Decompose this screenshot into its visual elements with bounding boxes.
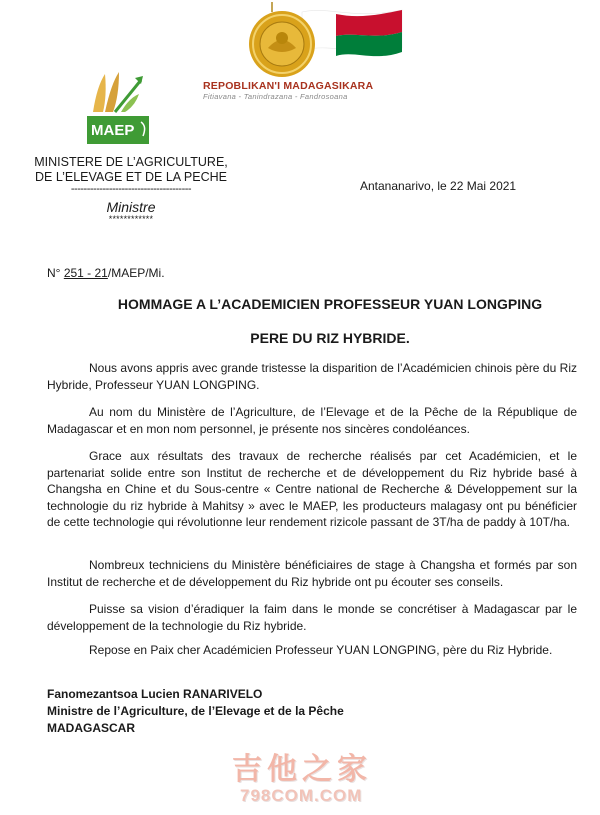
watermark-url: 798COM.COM xyxy=(240,786,363,805)
signatory-name: Fanomezantsoa Lucien RANARIVELO xyxy=(47,687,263,701)
paragraph-1: Nous avons appris avec grande tristesse la disparition de l’Académicien chinois père du Riz Hybride, Professeur YUAN LONGPING. xyxy=(47,361,577,392)
place-date: Antananarivo, le 22 Mai 2021 xyxy=(360,179,517,193)
republic-motto: Fitiavana - Tanindrazana - Fandrosoana xyxy=(203,92,348,101)
watermark-chinese-text: 吉他之家 xyxy=(232,753,372,786)
maep-logo-icon xyxy=(85,66,151,146)
ministry-name-line1: MINISTERE DE L’AGRICULTURE, xyxy=(34,155,228,169)
madagascar-emblem-icon xyxy=(244,2,404,78)
ministry-separator: -------------------------------------- xyxy=(70,183,192,195)
paragraph-3: Grace aux résultats des travaux de recherche réalisés par cet Académicien, et le partenariat solide entre son Institut de recherche et de développement du Riz hybride basé à Changsha en Chine et du Sous-centre « Centre national de Recherche & Développement sur la technologie du riz hybride à Mahitsy » avec le MAEP, les producteurs malagasy ont pu bénéficier de cette technologie qui révolutionne leur rendement rizicole passant de 3T/ha de paddy à 10T/ha. xyxy=(47,449,577,530)
signatory-country: MADAGASCAR xyxy=(47,721,135,735)
ministry-stars: ************ xyxy=(108,214,154,224)
paragraph-2: Au nom du Ministère de l’Agriculture, de l’Elevage et de la Pêche de la République de Madagascar et en mon nom personnel, je présente nos sincères condoléances. xyxy=(47,405,577,436)
reference-suffix: /MAEP/Mi. xyxy=(107,266,165,280)
document-title-line1: HOMMAGE A L’ACADEMICIEN PROFESSEUR YUAN LONGPING xyxy=(117,296,543,312)
maep-logo-text: MAEP xyxy=(91,122,135,139)
paragraph-6: Repose en Paix cher Académicien Professeur YUAN LONGPING, père du Riz Hybride. xyxy=(89,643,553,657)
reference-number xyxy=(47,266,165,280)
document-title-line2: PERE DU RIZ HYBRIDE. xyxy=(250,330,410,346)
ministry-role: Ministre xyxy=(106,199,156,215)
signatory-title: Ministre de l’Agriculture, de l’Elevage et de la Pêche xyxy=(47,704,344,718)
paragraph-4: Nombreux techniciens du Ministère bénéficiaires de stage à Changsha et formés par son Institut de recherche et de développement du Riz hybride ont pu écouter ses conseils. xyxy=(47,558,577,589)
ministry-name-line2: DE L’ELEVAGE ET DE LA PECHE xyxy=(35,170,227,184)
paragraph-5: Puisse sa vision d’éradiquer la faim dans le monde se concrétiser à Madagascar par le développement de la technologie du Riz hybride. xyxy=(47,602,577,633)
reference-prefix: N° xyxy=(47,266,64,280)
republic-name: REPOBLIKAN'I MADAGASIKARA xyxy=(203,80,374,92)
reference-code: 251 - 21 xyxy=(63,266,108,280)
